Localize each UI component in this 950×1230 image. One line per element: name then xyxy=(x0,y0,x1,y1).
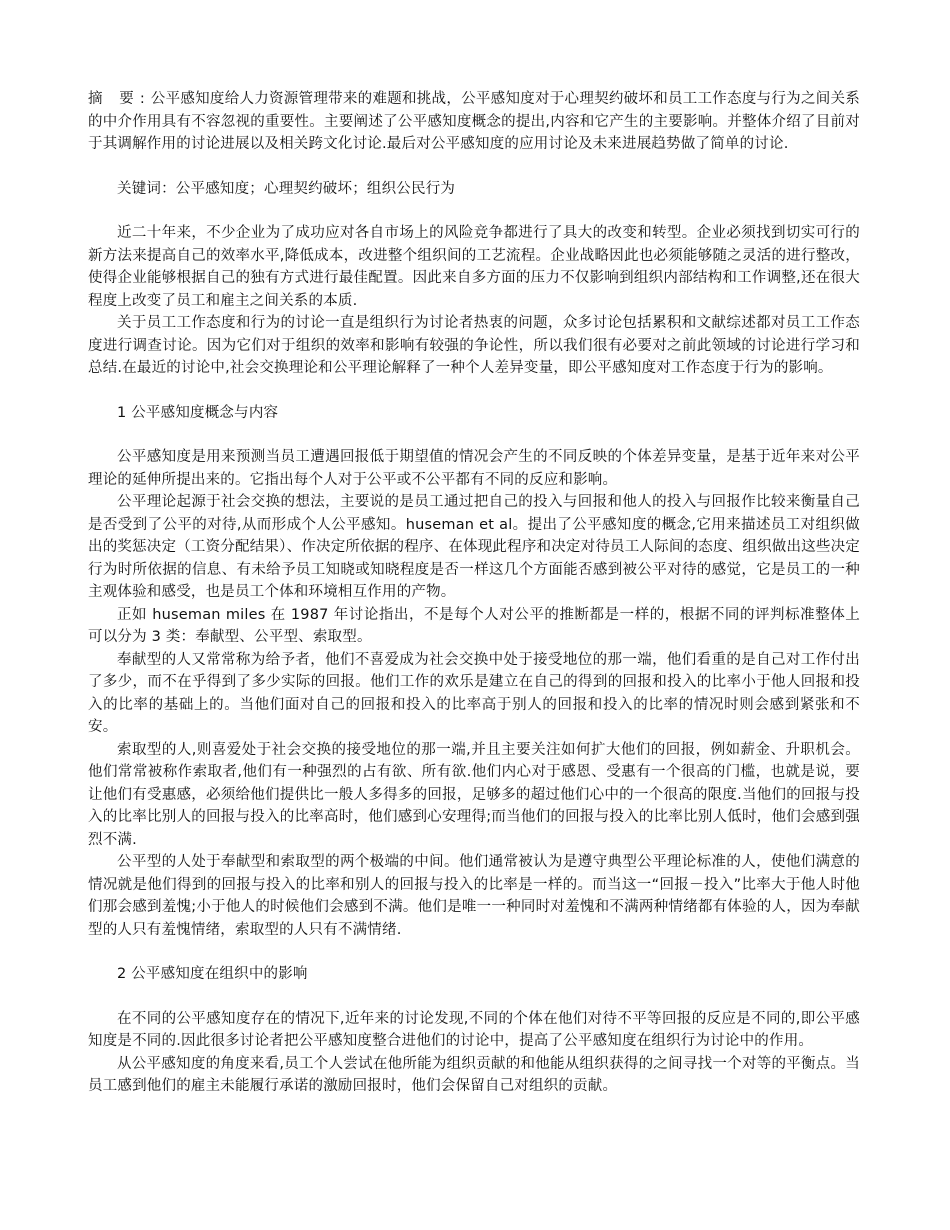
intro-paragraph: 近二十年来，不少企业为了成功应对各自市场上的风险竞争都进行了具大的改变和转型。企业必须找到切实可行的新方法来提高自己的效率水平,降低成本，改进整个组织间的工艺流程。企业战略因此也必须能够随之灵活的进行整改，使得企业能够根据自己的独有方式进行最佳配置。因此来自多方面的压力不仅影响到组织内部结构和工作调整,还在很大程度上改变了员工和雇主之间关系的本质. xyxy=(88,225,860,309)
abstract xyxy=(88,88,860,156)
body-paragraph: 在不同的公平感知度存在的情况下,近年来的讨论发现,不同的个体在他们对待不平等回报的反应是不同的,即公平感知度是不同的.因此很多讨论者把公平感知度整合进他们的讨论中，提高了公平感知度在组织行为讨论中的作用。 xyxy=(88,1010,860,1049)
body-paragraph: 公平型的人处于奉献型和索取型的两个极端的中间。他们通常被认为是遵守典型公平理论标准的人，使他们满意的情况就是他们得到的回报与投入的比率和别人的回报与投入的比率是一样的。而当这一“回报－投入”比率大于他人时他们那会感到羞愧;小于他人的时候他们会感到不满。他们是唯一一种同时对羞愧和不满两种情绪都有体验的人，因为奉献型的人只有羞愧情绪，索取型的人只有不满情绪. xyxy=(88,854,860,938)
body-paragraph: 公平理论起源于社会交换的想法，主要说的是员工通过把自己的投入与回报和他人的投入与回报作比较来衡量自己是否受到了公平的对待,从而形成个人公平感知。huseman et al。提出了公平感知度的概念,它用来描述员工对组织做出的奖惩决定（工资分配结果）、作决定所依据的程序、在体现此程序和决定对待员工人际间的态度、组织做出这些决定行为时所依据的信息、有未给予员工知晓或知晓程度是否一样这几个方面能否感到被公平对待的感觉，它是员工的一种主观体验和感受，也是员工个体和环境相互作用的产物。 xyxy=(88,494,860,600)
body-paragraph: 公平感知度是用来预测当员工遭遇回报低于期望值的情况会产生的不同反映的个体差异变量，是基于近年来对公平理论的延伸所提出来的。它指出每个人对于公平或不公平都有不同的反应和影响。 xyxy=(88,449,860,488)
document-page xyxy=(88,88,860,1098)
keywords: 关键词：公平感知度；心理契约破坏；组织公民行为 xyxy=(117,180,456,197)
intro-paragraph: 关于员工工作态度和行为的讨论一直是组织行为讨论者热衷的问题，众多讨论包括累积和文献综述都对员工工作态度进行调查讨论。因为它们对于组织的效率和影响有较强的争论性，所以我们很有必要对之前此领域的讨论进行学习和总结.在最近的讨论中,社会交换理论和公平理论解释了一种个人差异变量，即公平感知度对工作态度于行为的影响。 xyxy=(88,315,860,376)
body-paragraph: 奉献型的人又常常称为给予者，他们不喜爱成为社会交换中处于接受地位的那一端，他们看重的是自己对工作付出了多少，而不在乎得到了多少实际的回报。他们工作的欢乐是建立在自己的得到的回报和投入的比率小于他人回报和投入的比率的基础上的。当他们面对自己的回报和投入的比率高于别人的回报和投入的比率的情况时则会感到紧张和不安。 xyxy=(88,651,860,735)
body-paragraph: 索取型的人,则喜爱处于社会交换的接受地位的那一端,并且主要关注如何扩大他们的回报，例如薪金、升职机会。他们常常被称作索取者,他们有一种强烈的占有欲、所有欲.他们内心对于感恩、受惠有一个很高的门槛，也就是说，要让他们有受惠感，必须给他们提供比一般人多得多的回报，足够多的超过他们心中的一个很高的限度.当他们的回报与投入的比率比别人的回报与投入的比率高时，他们感到心安理得;而当他们的回报与投入的比率比别人低时，他们会感到强烈不满. xyxy=(88,741,860,848)
body-paragraph: 正如 huseman miles 在 1987 年讨论指出，不是每个人对公平的推断都是一样的，根据不同的评判标准整体上可以分为 3 类：奉献型、公平型、索取型。 xyxy=(88,606,860,645)
section-heading: 2 公平感知度在组织中的影响 xyxy=(117,966,308,982)
abstract-label: 摘 要: xyxy=(88,91,151,107)
abstract-text: 公平感知度给人力资源管理带来的难题和挑战，公平感知度对于心理契约破坏和员工工作态度与行为之间关系的中介作用具有不容忽视的重要性。主要阐述了公平感知度概念的提出,内容和它产生的主要影响。并整体介绍了目前对于其调解作用的讨论进展以及相关跨文化讨论.最后对公平感知度的应用讨论及未来进展趋势做了简单的讨论. xyxy=(88,91,860,152)
section-heading: 1 公平感知度概念与内容 xyxy=(117,404,279,421)
body-paragraph: 从公平感知度的角度来看,员工个人尝试在他所能为组织贡献的和他能从组织获得的之间寻找一个对等的平衡点。当员工感到他们的雇主未能履行承诺的激励回报时，他们会保留自己对组织的贡献。 xyxy=(88,1055,860,1094)
